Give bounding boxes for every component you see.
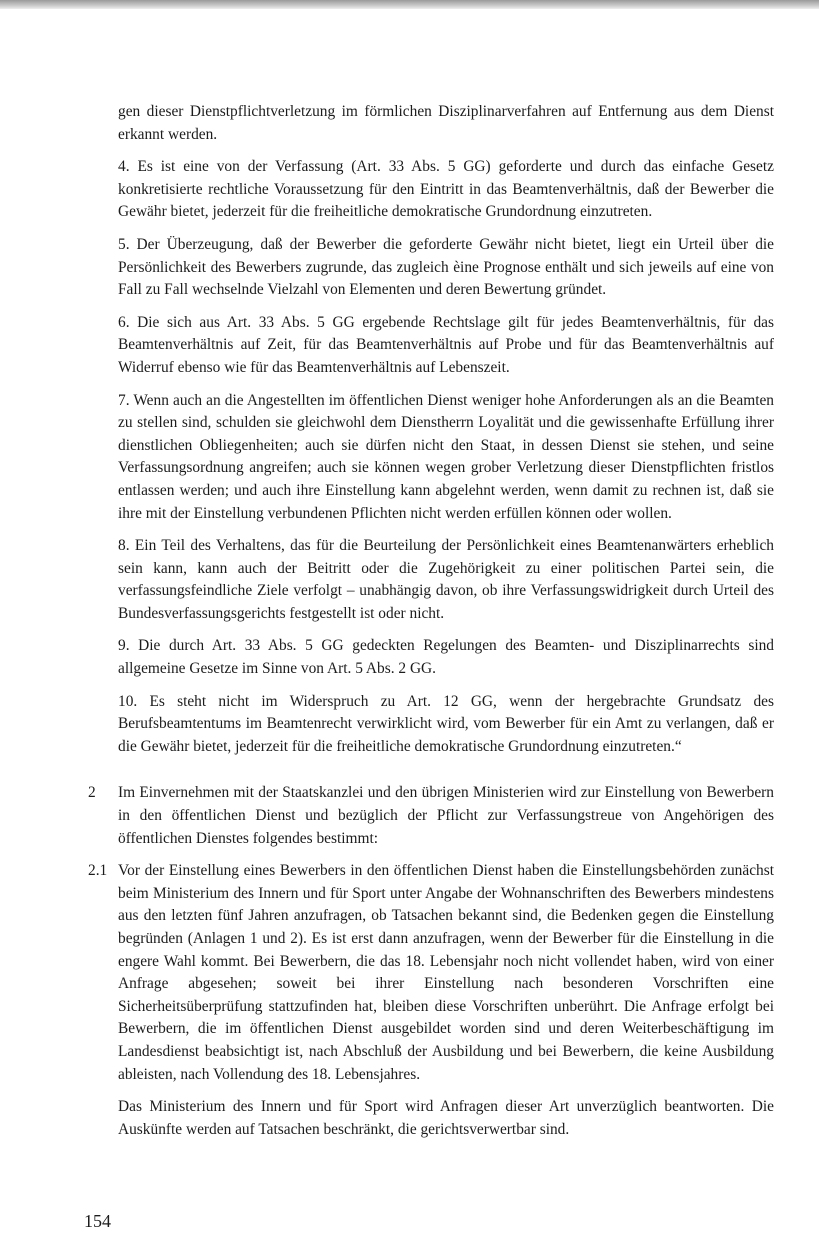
paragraph-7: 7. Wenn auch an die Angestellten im öffentlichen Dienst weniger hohe Anforderungen als an die Beamten zu stellen sind, schulden sie gleichwohl dem Dienstherrn Loyalität und die gewissenhafte Erfüllung ihrer dienstlichen Obliegenheiten; auch sie dürfen nicht den Staat, in dessen Dienst sie stehen, und seine Verfassungsordnung angreifen; auch sie können wegen grober Verletzung dieser Dienstpflichten fristlos entlassen werden; und auch ihre Einstellung kann abgelehnt werden, wenn damit zu rechnen ist, daß sie ihre mit der Einstellung verbundenen Pflichten nicht werden erfüllen können oder wollen. — [118, 391, 774, 522]
paragraph-10: 10. Es steht nicht im Widerspruch zu Art. 12 GG, wenn der hergebrachte Grundsatz des Berufsbeamtentums im Beamtenrecht verwirklicht wird, vom Bewerber für ein Amt zu verlangen, daß er die Gewähr bietet, jederzeit für die freiheitliche demokratische Grundordnung einzutreten.“ — [118, 692, 774, 755]
section-text: Vor der Einstellung eines Bewerbers in den öffentlichen Dienst haben die Einstellungsbehörden zunächst beim Ministerium des Innern und für Sport unter Angabe der Wohnanschriften des Bewerbers mindestens aus den letzten fünf Jahren anzufragen, ob Tatsachen bekannt sind, die Bedenken gegen die Einstellung begründen (Anlagen 1 und 2). Es ist erst dann anzufragen, wenn der Bewerber für die Einstellung in die engere Wahl kommt. Bei Bewerbern, die das 18. Lebensjahr noch nicht vollendet haben, wird von einer Anfrage abgesehen; soweit bei ihrer Einstellung nach besonderen Vorschriften eine Sicherheitsüberprüfung stattzufinden hat, bleiben diese Vorschriften unberührt. Die Anfrage erfolgt bei Bewerbern, die im öffentlichen Dienst ausgebildet worden sind und deren Weiterbeschäftigung im Landesdienst beabsichtigt ist, nach Abschluß der Ausbildung und bei Bewerbern, die keine Ausbildung ableisten, nach Vollendung des 18. Lebensjahres. — [118, 862, 774, 1083]
paragraph-4: 4. Es ist eine von der Verfassung (Art. 33 Abs. 5 GG) geforderte und durch das einfache Gesetz konkretisierte rechtliche Voraussetzung für den Eintritt in das Beamtenverhältnis, daß der Bewerber die Gewähr bietet, jederzeit für die freiheitliche demokratische Grundordnung einzutreten. — [118, 158, 774, 221]
paragraph-6: 6. Die sich aus Art. 33 Abs. 5 GG ergebende Rechtslage gilt für jedes Beamtenverhältnis, für das Beamtenverhältnis auf Zeit, für das Beamtenverhältnis auf Probe und für das Beamtenverhältnis auf Widerruf ebenso wie für das Beamtenverhältnis auf Lebenszeit. — [118, 313, 774, 376]
paragraph-9: 9. Die durch Art. 33 Abs. 5 GG gedeckten Regelungen des Beamten- und Disziplinarrechts sind allgemeine Gesetze im Sinne von Art. 5 Abs. 2 GG. — [118, 637, 774, 678]
section-number: 2.1 — [88, 862, 108, 880]
paragraph-8: 8. Ein Teil des Verhaltens, das für die Beurteilung der Persönlichkeit eines Beamtenanwärters erheblich sein kann, kann auch der Beitritt oder die Zugehörigkeit zu einer politischen Partei sein, die verfassungsfeindliche Ziele verfolgt – unabhängig davon, ob ihre Verfassungswidrigkeit durch Urteil des Bundesverfassungsgerichts festgestellt ist oder nicht. — [118, 537, 774, 622]
section-2-1 — [88, 860, 774, 1141]
page-number: 154 — [84, 1211, 111, 1231]
paragraph-continuation: gen dieser Dienstpflichtverletzung im förmlichen Disziplinarverfahren auf Entfernung aus dem Dienst erkannt werden. — [118, 103, 774, 143]
section-2 — [88, 782, 774, 850]
section-text: Im Einvernehmen mit der Staatskanzlei und den übrigen Ministerien wird zur Einstellung von Bewerbern in den öffentlichen Dienst und bezüglich der Pflicht zur Verfassungstreue von Angehörigen des öffentlichen Dienstes folgendes bestimmt: — [118, 784, 774, 847]
section-number: 2 — [88, 784, 96, 802]
scan-top-border — [0, 0, 819, 9]
paragraph-5: 5. Der Überzeugung, daß der Bewerber die geforderte Gewähr nicht bietet, liegt ein Urteil über die Persönlichkeit des Bewerbers zugrunde, das zugleich èine Prognose enthält und sich jeweils auf eine von Fall zu Fall wechselnde Vielzahl von Elementen und deren Bewertung gründet. — [118, 235, 774, 299]
section-followup-text: Das Ministerium des Innern und für Sport wird Anfragen dieser Art unverzüglich beantworten. Die Auskünfte werden auf Tatsachen beschränkt, die gerichtsverwertbar sind. — [118, 1098, 774, 1138]
page-body — [88, 101, 774, 1141]
